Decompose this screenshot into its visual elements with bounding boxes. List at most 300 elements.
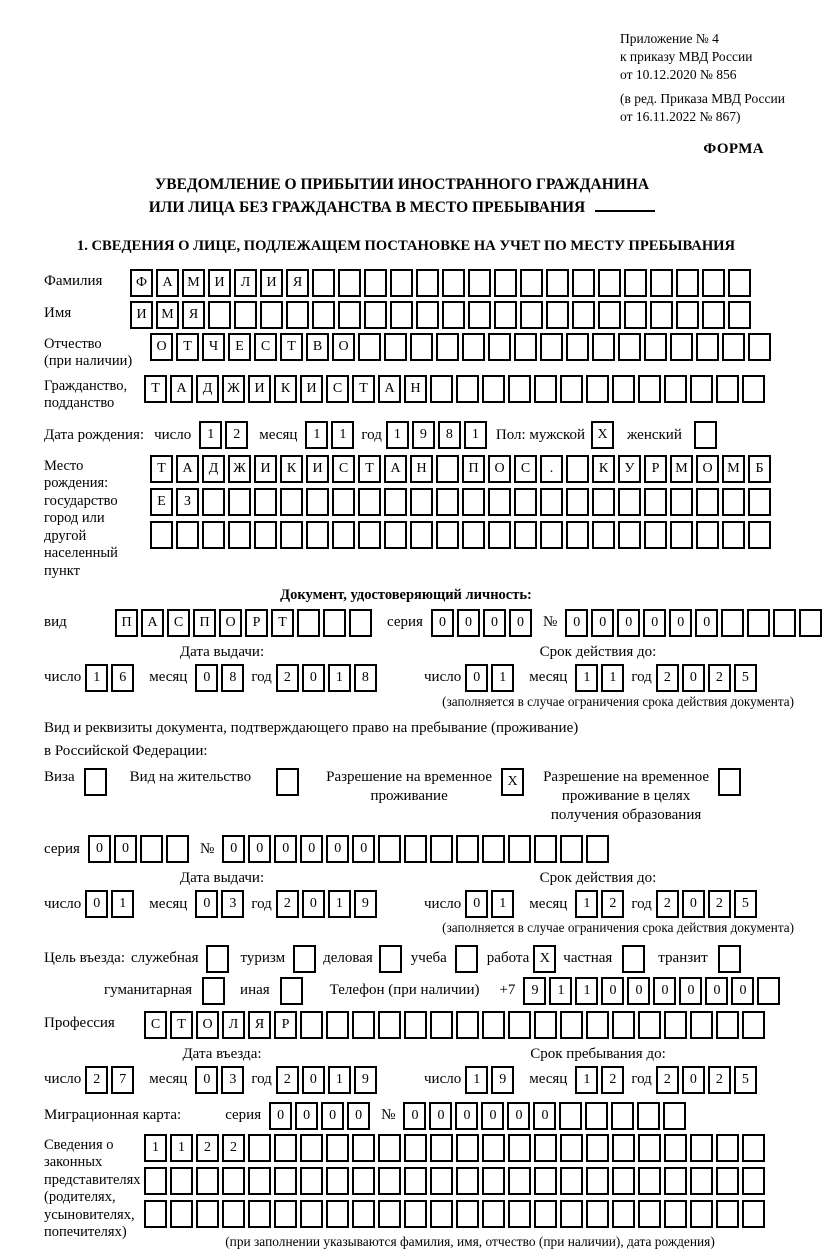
char-cell[interactable]: Я [286,269,309,297]
char-cell[interactable]: 1 [144,1134,167,1162]
char-cell[interactable] [456,1167,479,1195]
char-cell[interactable]: 0 [731,977,754,1005]
char-cell[interactable] [612,1011,635,1039]
char-cell[interactable]: 1 [386,421,409,449]
char-cell[interactable] [676,301,699,329]
char-cell[interactable] [202,521,225,549]
char-cell[interactable] [150,521,173,549]
char-cell[interactable]: 1 [111,890,134,918]
char-cell[interactable] [254,521,277,549]
char-cell[interactable]: П [115,609,138,637]
char-cell[interactable] [352,1167,375,1195]
char-cell[interactable] [702,269,725,297]
char-cell[interactable] [638,1200,661,1228]
char-cell[interactable] [622,945,645,973]
char-cell[interactable] [572,269,595,297]
char-cell[interactable] [352,1134,375,1162]
char-cell[interactable]: 1 [491,664,514,692]
char-cell[interactable] [488,521,511,549]
char-cell[interactable]: Б [748,455,771,483]
char-cell[interactable] [638,1167,661,1195]
char-cell[interactable] [488,333,511,361]
char-cell[interactable]: 1 [549,977,572,1005]
char-cell[interactable] [312,269,335,297]
char-cell[interactable]: X [501,768,524,796]
char-cell[interactable]: М [156,301,179,329]
char-cell[interactable] [274,1167,297,1195]
char-cell[interactable]: Ч [202,333,225,361]
char-cell[interactable]: И [130,301,153,329]
char-cell[interactable] [624,269,647,297]
char-cell[interactable] [482,835,505,863]
char-cell[interactable]: 2 [85,1066,108,1094]
char-cell[interactable] [508,1167,531,1195]
char-cell[interactable] [222,1167,245,1195]
char-cell[interactable]: 1 [328,664,351,692]
char-cell[interactable] [144,1167,167,1195]
char-cell[interactable]: Ж [222,375,245,403]
char-cell[interactable]: 2 [222,1134,245,1162]
char-cell[interactable]: 1 [331,421,354,449]
char-cell[interactable]: 3 [221,1066,244,1094]
char-cell[interactable] [716,1011,739,1039]
char-cell[interactable]: 0 [403,1102,426,1130]
char-cell[interactable] [694,421,717,449]
char-cell[interactable] [228,521,251,549]
char-cell[interactable] [773,609,796,637]
char-cell[interactable] [378,1134,401,1162]
char-cell[interactable]: 5 [734,664,757,692]
char-cell[interactable]: 0 [269,1102,292,1130]
char-cell[interactable]: 0 [429,1102,452,1130]
char-cell[interactable]: 0 [114,835,137,863]
char-cell[interactable] [520,269,543,297]
char-cell[interactable] [378,835,401,863]
char-cell[interactable] [566,455,589,483]
char-cell[interactable]: 0 [617,609,640,637]
char-cell[interactable] [442,269,465,297]
char-cell[interactable]: 2 [708,890,731,918]
char-cell[interactable]: 1 [575,664,598,692]
char-cell[interactable] [592,333,615,361]
char-cell[interactable] [560,375,583,403]
char-cell[interactable] [716,1167,739,1195]
char-cell[interactable]: О [150,333,173,361]
char-cell[interactable]: 0 [295,1102,318,1130]
char-cell[interactable] [338,269,361,297]
char-cell[interactable]: 0 [533,1102,556,1130]
char-cell[interactable]: 0 [248,835,271,863]
char-cell[interactable] [742,375,765,403]
char-cell[interactable]: Т [271,609,294,637]
char-cell[interactable]: В [306,333,329,361]
char-cell[interactable] [404,1134,427,1162]
char-cell[interactable]: 0 [695,609,718,637]
char-cell[interactable] [404,835,427,863]
char-cell[interactable] [300,1167,323,1195]
char-cell[interactable]: Р [274,1011,297,1039]
char-cell[interactable] [170,1200,193,1228]
char-cell[interactable] [280,521,303,549]
char-cell[interactable]: О [196,1011,219,1039]
char-cell[interactable] [508,1134,531,1162]
char-cell[interactable]: 0 [321,1102,344,1130]
char-cell[interactable] [728,301,751,329]
char-cell[interactable] [624,301,647,329]
char-cell[interactable]: Н [410,455,433,483]
char-cell[interactable]: 1 [601,664,624,692]
char-cell[interactable] [410,521,433,549]
char-cell[interactable] [611,1102,634,1130]
char-cell[interactable]: Я [182,301,205,329]
char-cell[interactable]: А [378,375,401,403]
char-cell[interactable]: Д [202,455,225,483]
char-cell[interactable] [540,521,563,549]
char-cell[interactable] [664,1134,687,1162]
char-cell[interactable] [430,835,453,863]
char-cell[interactable] [566,488,589,516]
char-cell[interactable] [586,1200,609,1228]
char-cell[interactable] [196,1167,219,1195]
char-cell[interactable]: 0 [195,890,218,918]
char-cell[interactable]: 0 [483,609,506,637]
char-cell[interactable] [456,1134,479,1162]
char-cell[interactable]: 2 [601,1066,624,1094]
char-cell[interactable]: Л [222,1011,245,1039]
char-cell[interactable]: 1 [575,977,598,1005]
char-cell[interactable] [297,609,320,637]
char-cell[interactable] [436,455,459,483]
char-cell[interactable]: И [306,455,329,483]
char-cell[interactable] [323,609,346,637]
char-cell[interactable]: 0 [300,835,323,863]
char-cell[interactable] [410,488,433,516]
char-cell[interactable]: 0 [455,1102,478,1130]
char-cell[interactable] [468,269,491,297]
char-cell[interactable]: Т [358,455,381,483]
char-cell[interactable]: 0 [682,664,705,692]
char-cell[interactable] [430,1134,453,1162]
char-cell[interactable] [799,609,822,637]
char-cell[interactable]: И [300,375,323,403]
char-cell[interactable] [566,333,589,361]
char-cell[interactable] [482,1011,505,1039]
char-cell[interactable] [456,1200,479,1228]
char-cell[interactable] [488,488,511,516]
char-cell[interactable] [404,1200,427,1228]
char-cell[interactable]: 2 [601,890,624,918]
char-cell[interactable]: 8 [438,421,461,449]
char-cell[interactable] [722,488,745,516]
char-cell[interactable] [482,375,505,403]
char-cell[interactable] [676,269,699,297]
char-cell[interactable] [248,1200,271,1228]
char-cell[interactable]: 9 [523,977,546,1005]
char-cell[interactable] [234,301,257,329]
char-cell[interactable]: А [170,375,193,403]
char-cell[interactable]: 1 [465,1066,488,1094]
char-cell[interactable] [534,835,557,863]
char-cell[interactable]: М [722,455,745,483]
char-cell[interactable]: Т [176,333,199,361]
char-cell[interactable] [722,333,745,361]
char-cell[interactable] [494,269,517,297]
char-cell[interactable]: 1 [491,890,514,918]
char-cell[interactable] [664,1011,687,1039]
char-cell[interactable]: 0 [507,1102,530,1130]
char-cell[interactable] [612,1134,635,1162]
char-cell[interactable] [638,1134,661,1162]
char-cell[interactable]: А [156,269,179,297]
char-cell[interactable] [468,301,491,329]
char-cell[interactable] [280,488,303,516]
char-cell[interactable]: С [254,333,277,361]
char-cell[interactable] [462,488,485,516]
char-cell[interactable] [534,1134,557,1162]
char-cell[interactable] [508,835,531,863]
char-cell[interactable] [592,488,615,516]
char-cell[interactable] [586,1011,609,1039]
char-cell[interactable]: И [208,269,231,297]
char-cell[interactable] [742,1134,765,1162]
char-cell[interactable] [716,1134,739,1162]
char-cell[interactable]: М [670,455,693,483]
char-cell[interactable] [598,269,621,297]
char-cell[interactable]: 2 [656,1066,679,1094]
char-cell[interactable]: 9 [412,421,435,449]
char-cell[interactable] [534,1011,557,1039]
char-cell[interactable] [436,488,459,516]
char-cell[interactable] [534,1200,557,1228]
char-cell[interactable] [260,301,283,329]
char-cell[interactable]: 0 [627,977,650,1005]
char-cell[interactable] [670,521,693,549]
char-cell[interactable]: 5 [734,890,757,918]
char-cell[interactable] [664,1167,687,1195]
char-cell[interactable] [170,1167,193,1195]
char-cell[interactable]: 1 [85,664,108,692]
char-cell[interactable] [728,269,751,297]
char-cell[interactable] [664,1200,687,1228]
char-cell[interactable] [586,1167,609,1195]
char-cell[interactable]: 1 [575,1066,598,1094]
char-cell[interactable]: С [332,455,355,483]
char-cell[interactable] [508,375,531,403]
char-cell[interactable] [358,521,381,549]
char-cell[interactable] [718,768,741,796]
char-cell[interactable] [358,333,381,361]
char-cell[interactable] [379,945,402,973]
char-cell[interactable] [742,1200,765,1228]
char-cell[interactable] [696,488,719,516]
char-cell[interactable]: Т [352,375,375,403]
char-cell[interactable]: 1 [575,890,598,918]
char-cell[interactable]: 0 [509,609,532,637]
char-cell[interactable] [254,488,277,516]
char-cell[interactable] [416,301,439,329]
char-cell[interactable] [202,977,225,1005]
char-cell[interactable] [274,1200,297,1228]
char-cell[interactable] [540,488,563,516]
char-cell[interactable] [274,1134,297,1162]
char-cell[interactable] [326,1200,349,1228]
char-cell[interactable] [748,488,771,516]
char-cell[interactable] [300,1200,323,1228]
char-cell[interactable]: 2 [276,890,299,918]
char-cell[interactable]: 7 [111,1066,134,1094]
char-cell[interactable]: Р [644,455,667,483]
char-cell[interactable]: 1 [328,1066,351,1094]
char-cell[interactable] [378,1011,401,1039]
char-cell[interactable] [384,488,407,516]
char-cell[interactable]: 0 [679,977,702,1005]
char-cell[interactable] [442,301,465,329]
char-cell[interactable]: . [540,455,563,483]
char-cell[interactable] [462,333,485,361]
char-cell[interactable]: 5 [734,1066,757,1094]
char-cell[interactable]: 2 [656,664,679,692]
char-cell[interactable] [650,269,673,297]
char-cell[interactable]: 0 [88,835,111,863]
char-cell[interactable] [618,333,641,361]
char-cell[interactable] [560,1200,583,1228]
char-cell[interactable] [716,1200,739,1228]
char-cell[interactable] [520,301,543,329]
char-cell[interactable]: Т [280,333,303,361]
char-cell[interactable]: Ж [228,455,251,483]
char-cell[interactable]: 0 [465,890,488,918]
char-cell[interactable] [718,945,741,973]
char-cell[interactable]: Н [404,375,427,403]
char-cell[interactable]: 0 [302,890,325,918]
char-cell[interactable] [306,488,329,516]
char-cell[interactable] [696,521,719,549]
char-cell[interactable] [670,333,693,361]
char-cell[interactable] [410,333,433,361]
char-cell[interactable]: 0 [565,609,588,637]
char-cell[interactable]: 2 [196,1134,219,1162]
char-cell[interactable]: Е [228,333,251,361]
char-cell[interactable] [690,1167,713,1195]
char-cell[interactable]: 0 [682,1066,705,1094]
char-cell[interactable]: 1 [170,1134,193,1162]
char-cell[interactable] [534,1167,557,1195]
char-cell[interactable]: Ф [130,269,153,297]
char-cell[interactable] [326,1167,349,1195]
char-cell[interactable] [222,1200,245,1228]
char-cell[interactable]: 0 [669,609,692,637]
char-cell[interactable] [384,333,407,361]
char-cell[interactable] [326,1134,349,1162]
char-cell[interactable] [514,333,537,361]
char-cell[interactable] [436,521,459,549]
char-cell[interactable] [248,1134,271,1162]
char-cell[interactable] [300,1011,323,1039]
char-cell[interactable] [140,835,163,863]
char-cell[interactable]: X [591,421,614,449]
char-cell[interactable] [690,1011,713,1039]
char-cell[interactable] [390,301,413,329]
char-cell[interactable] [306,521,329,549]
char-cell[interactable] [540,333,563,361]
char-cell[interactable]: 0 [302,1066,325,1094]
char-cell[interactable] [546,269,569,297]
char-cell[interactable]: П [193,609,216,637]
char-cell[interactable] [572,301,595,329]
char-cell[interactable] [696,333,719,361]
char-cell[interactable]: А [141,609,164,637]
char-cell[interactable] [326,1011,349,1039]
char-cell[interactable] [430,1200,453,1228]
char-cell[interactable] [456,835,479,863]
char-cell[interactable] [598,301,621,329]
char-cell[interactable] [462,521,485,549]
char-cell[interactable] [202,488,225,516]
char-cell[interactable]: 8 [354,664,377,692]
char-cell[interactable] [560,1134,583,1162]
char-cell[interactable] [358,488,381,516]
char-cell[interactable]: 2 [225,421,248,449]
char-cell[interactable]: О [332,333,355,361]
char-cell[interactable] [748,333,771,361]
char-cell[interactable] [430,375,453,403]
char-cell[interactable] [508,1011,531,1039]
char-cell[interactable]: Т [170,1011,193,1039]
char-cell[interactable] [716,375,739,403]
char-cell[interactable] [228,488,251,516]
char-cell[interactable] [276,768,299,796]
char-cell[interactable] [663,1102,686,1130]
char-cell[interactable] [482,1167,505,1195]
char-cell[interactable]: П [462,455,485,483]
char-cell[interactable] [293,945,316,973]
char-cell[interactable] [534,375,557,403]
char-cell[interactable] [747,609,770,637]
char-cell[interactable]: 0 [431,609,454,637]
char-cell[interactable] [494,301,517,329]
char-cell[interactable]: И [248,375,271,403]
char-cell[interactable]: А [176,455,199,483]
char-cell[interactable]: 2 [708,1066,731,1094]
char-cell[interactable] [404,1167,427,1195]
char-cell[interactable]: 0 [302,664,325,692]
char-cell[interactable]: 0 [601,977,624,1005]
char-cell[interactable] [637,1102,660,1130]
char-cell[interactable] [690,375,713,403]
char-cell[interactable]: 0 [85,890,108,918]
char-cell[interactable]: С [326,375,349,403]
char-cell[interactable] [482,1134,505,1162]
char-cell[interactable]: 0 [457,609,480,637]
char-cell[interactable] [690,1134,713,1162]
char-cell[interactable]: 9 [491,1066,514,1094]
char-cell[interactable] [618,521,641,549]
char-cell[interactable]: У [618,455,641,483]
char-cell[interactable] [670,488,693,516]
char-cell[interactable]: К [280,455,303,483]
char-cell[interactable] [352,1011,375,1039]
char-cell[interactable]: С [167,609,190,637]
char-cell[interactable] [722,521,745,549]
char-cell[interactable]: 0 [682,890,705,918]
char-cell[interactable]: 0 [326,835,349,863]
char-cell[interactable]: 0 [347,1102,370,1130]
char-cell[interactable] [702,301,725,329]
char-cell[interactable]: И [254,455,277,483]
char-cell[interactable]: 2 [708,664,731,692]
char-cell[interactable]: X [533,945,556,973]
char-cell[interactable] [664,375,687,403]
